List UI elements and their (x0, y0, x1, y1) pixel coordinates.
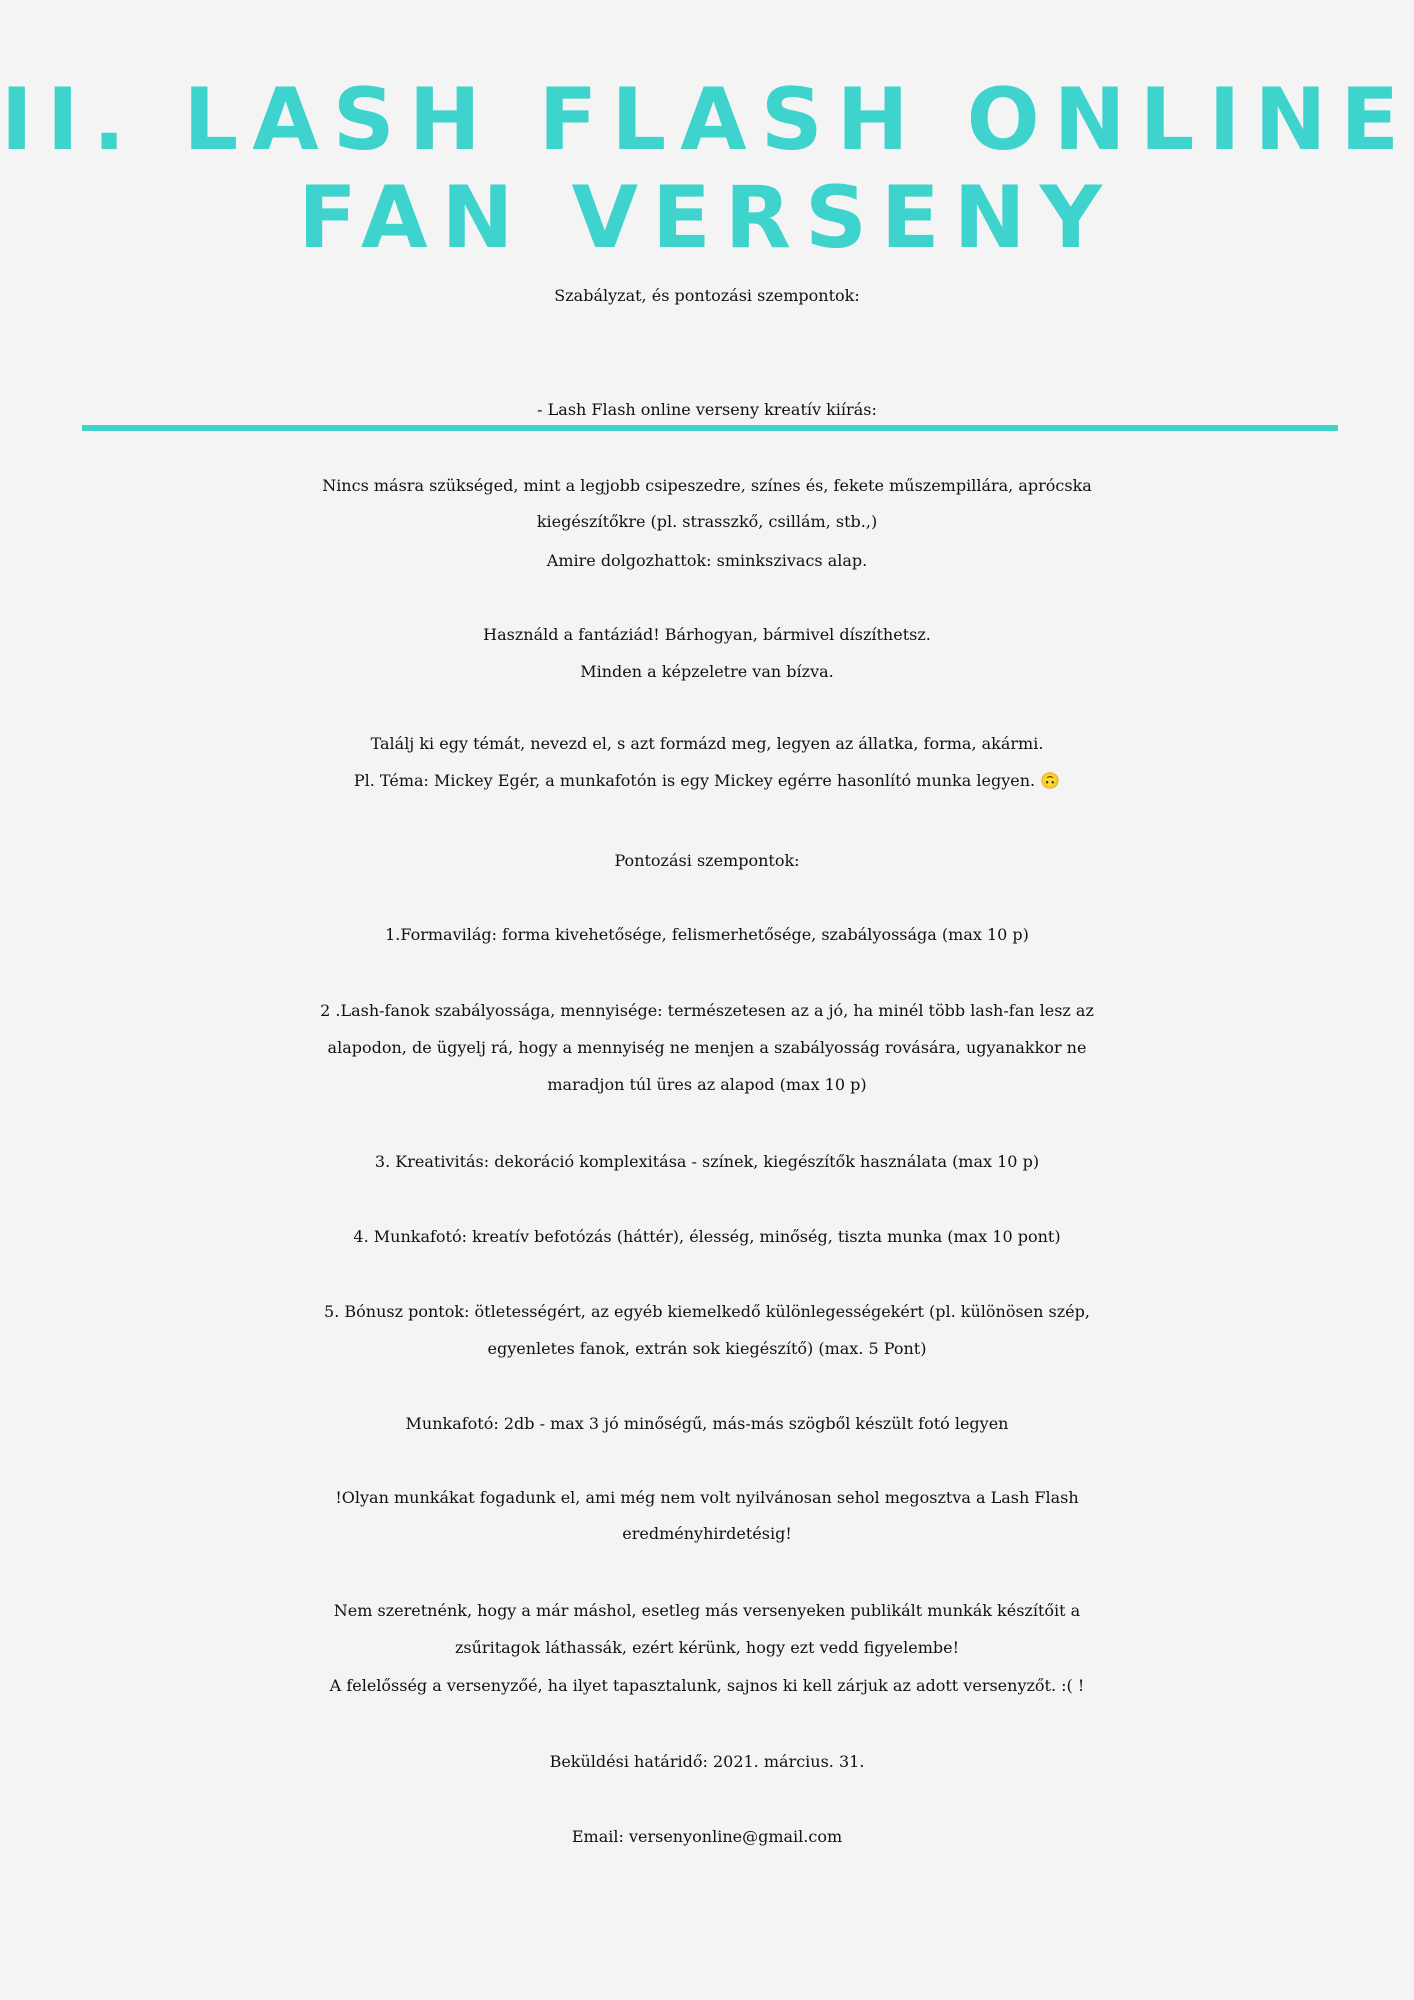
criterion-3: 3. Kreativitás: dekoráció komplexitása - színek, kiegészítők használata (max 10 p) (374, 1152, 1040, 1171)
section-heading: - Lash Flash online verseny kreatív kiírás: (537, 400, 877, 419)
theme-line-1: Találj ki egy témát, nevezd el, s azt formázd meg, legyen az állatka, forma, akármi. (370, 734, 1044, 753)
warning-line-3: A felelősség a versenyzőé, ha ilyet tapasztalunk, sajnos ki kell zárjuk az adott versenyzőt. :( ! (329, 1676, 1085, 1695)
accent-divider (82, 425, 1338, 431)
criterion-5-line-2: egyenletes fanok, extrán sok kiegészítő) (max. 5 Pont) (487, 1339, 927, 1358)
subtitle: Szabályzat, és pontozási szempontok: (554, 286, 860, 305)
contact-email[interactable]: Email: versenyonline@gmail.com (571, 1827, 843, 1846)
unpublished-line-1: !Olyan munkákat fogadunk el, ami még nem volt nyilvánosan sehol megosztva a Lash Flash (335, 1488, 1079, 1507)
criterion-2-line-2: alapodon, de ügyelj rá, hogy a mennyiség ne menjen a szabályosság rovására, ugyanakkor ne (327, 1038, 1087, 1057)
fantasy-line-1: Használd a fantáziád! Bárhogyan, bármivel díszíthetsz. (483, 625, 931, 644)
photo-rule: Munkafotó: 2db - max 3 jó minőségű, más-más szögből készült fotó legyen (405, 1414, 1009, 1433)
scoring-heading: Pontozási szempontok: (614, 851, 800, 870)
warning-line-1: Nem szeretnénk, hogy a már máshol, esetleg más versenyeken publikált munkák készítőit a (333, 1601, 1081, 1620)
criterion-2-line-3: maradjon túl üres az alapod (max 10 p) (547, 1075, 867, 1094)
criterion-1: 1.Formavilág: forma kivehetősége, felismerhetősége, szabályossága (max 10 p) (385, 925, 1029, 944)
warning-line-2: zsűritagok láthassák, ezért kérünk, hogy ezt vedd figyelembe! (454, 1638, 960, 1657)
intro-line-3: Amire dolgozhattok: sminkszivacs alap. (546, 551, 868, 570)
criterion-2-line-1: 2 .Lash-fanok szabályossága, mennyisége: természetesen az a jó, ha minél több lash-fan lesz az (320, 1001, 1094, 1020)
deadline: Beküldési határidő: 2021. március. 31. (549, 1752, 865, 1771)
page-title-line-2: FAN VERSENY (298, 168, 1116, 268)
unpublished-line-2: eredményhirdetésig! (622, 1524, 792, 1543)
intro-line-2: kiegészítőkre (pl. strasszkő, csillám, stb.,) (536, 512, 878, 531)
criterion-5-line-1: 5. Bónusz pontok: ötletességért, az egyéb kiemelkedő különlegességekért (pl. különösen szép, (324, 1302, 1090, 1321)
criterion-4: 4. Munkafotó: kreatív befotózás (háttér), élesség, minőség, tiszta munka (max 10 pont) (353, 1227, 1061, 1246)
page-title-line-1: II. LASH FLASH ONLINE (0, 70, 1414, 170)
theme-line-2: Pl. Téma: Mickey Egér, a munkafotón is egy Mickey egérre hasonlító munka legyen. 🙃 (353, 771, 1061, 790)
fantasy-line-2: Minden a képzeletre van bízva. (580, 662, 834, 681)
intro-line-1: Nincs másra szükséged, mint a legjobb csipeszedre, színes és, fekete műszempillára, aprócska (322, 476, 1092, 495)
